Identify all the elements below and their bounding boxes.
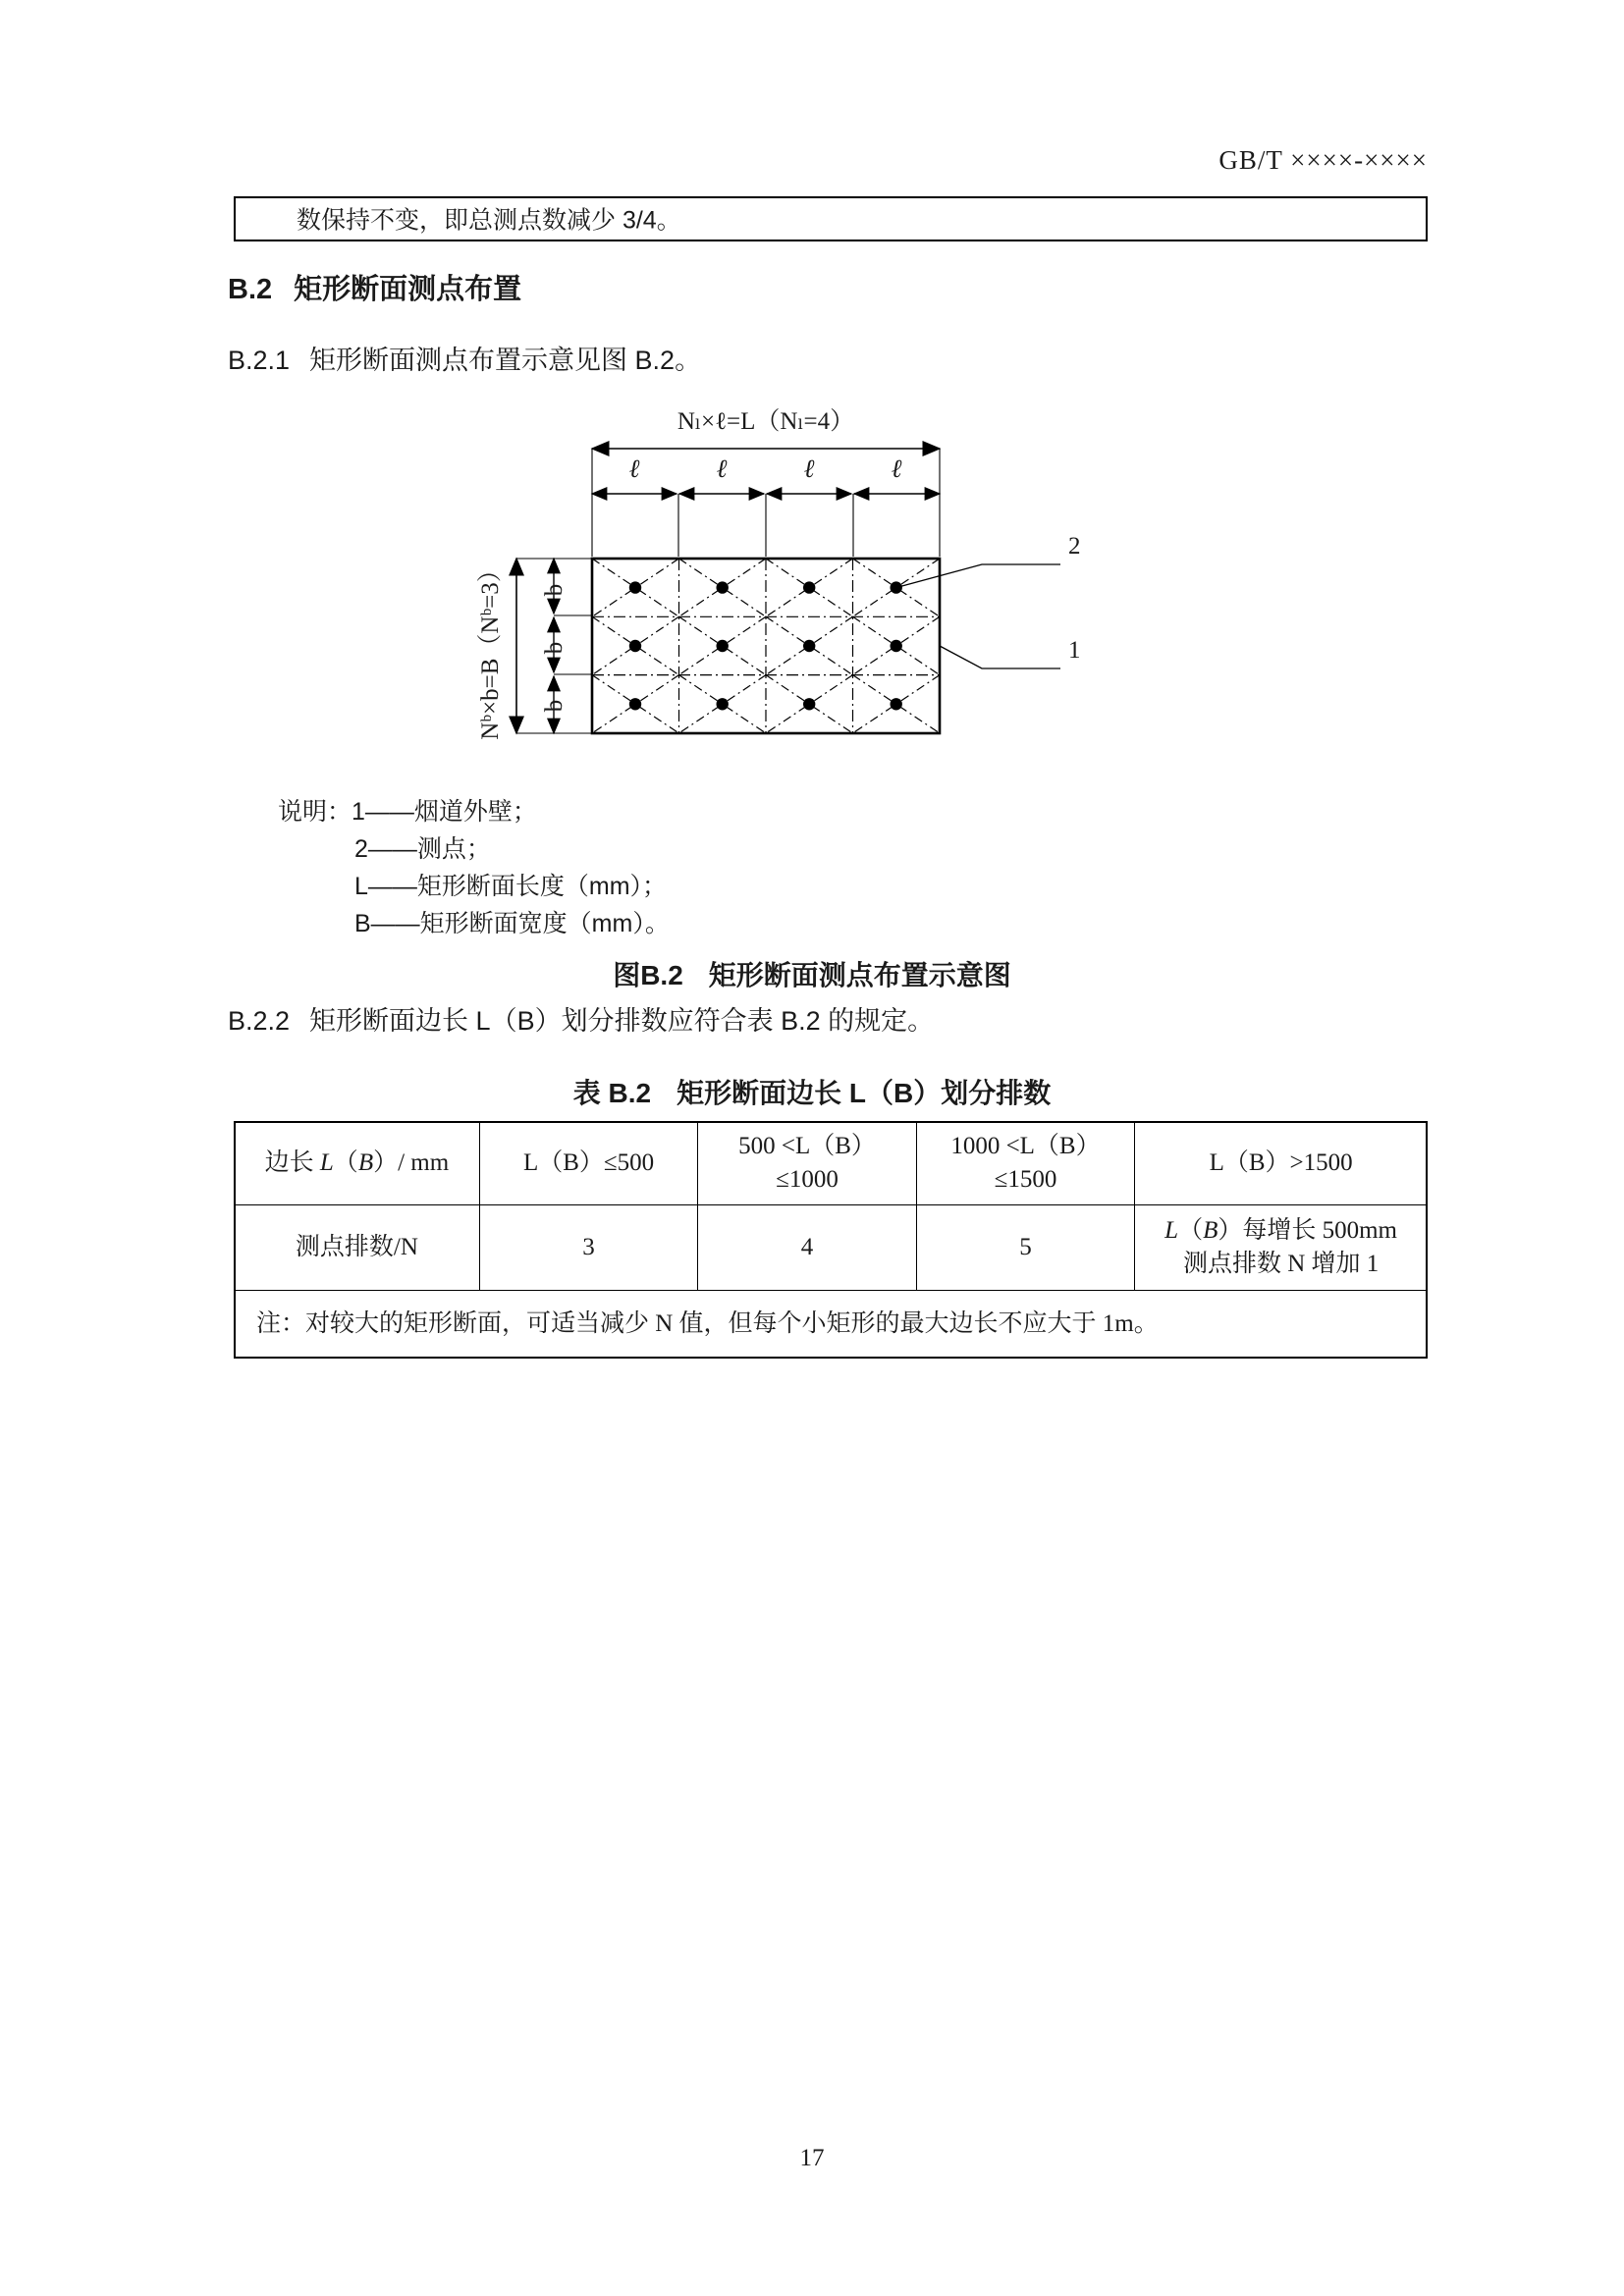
table-caption-number: 表 B.2 [572, 1078, 652, 1108]
section-heading-b2 [228, 267, 521, 307]
figure-segment-label-h-3: ℓ [803, 454, 815, 483]
table-note-row [235, 1291, 1428, 1359]
callout-leader-1 [940, 646, 1060, 668]
hdr-post: ）/ mm [373, 1149, 450, 1176]
table-data-row [235, 1205, 1428, 1291]
paragraph-b22-number: B.2.2 [228, 1006, 291, 1036]
callout-label-2: 2 [1068, 533, 1081, 560]
table-cell-value-1: 3 [479, 1205, 697, 1291]
figure-caption-title: 矩形断面测点布置示意图 [708, 960, 1011, 990]
figure-segment-label-h-4: ℓ [891, 454, 902, 483]
table-header-cell-range3 [916, 1122, 1134, 1205]
legend-item-3: L——矩形断面长度（mm）； [354, 873, 668, 900]
hdr-L: L [319, 1149, 334, 1176]
table-caption [0, 1072, 1624, 1111]
last-B: B [1203, 1217, 1218, 1244]
range2-line1: 500 <L（B） [738, 1133, 876, 1159]
continuation-text: 数保持不变，即总测点数减少 3/4。 [297, 206, 681, 235]
paragraph-b21-text: 矩形断面测点布置示意见图 B.2。 [309, 346, 702, 375]
figure-top-dimension-label: Nₗ×ℓ=L（Nₗ=4） [677, 408, 855, 435]
table-header-cell-range4: L（B）>1500 [1135, 1122, 1428, 1205]
table-header-cell-range1: L（B）≤500 [479, 1122, 697, 1205]
figure-left-dimension-label: Nᵇ×b=B（Nᵇ=3） [477, 558, 504, 740]
figure-segment-label-v-3: b [541, 699, 568, 713]
figure-caption-number: 图B.2 [613, 960, 683, 990]
paragraph-b22 [228, 999, 934, 1038]
table-b2-wrapper [234, 1121, 1428, 1359]
figure-segment-label-h-2: ℓ [716, 454, 728, 483]
figure-caption [0, 954, 1624, 993]
figure-segment-label-h-1: ℓ [628, 454, 640, 483]
table-header-cell-range2 [698, 1122, 916, 1205]
paragraph-b21-number: B.2.1 [228, 346, 291, 375]
table-caption-title: 矩形断面边长 L（B）划分排数 [677, 1078, 1052, 1108]
figure-segment-label-v-2: b [541, 641, 568, 655]
callout-label-1: 1 [1068, 637, 1081, 664]
continuation-text-box [234, 196, 1428, 241]
table-cell-value-4 [1135, 1205, 1428, 1291]
last-post: ）每增长 500mm [1218, 1217, 1398, 1244]
hdr-mid: （ [333, 1149, 358, 1176]
last-mid: （ [1178, 1217, 1204, 1244]
paragraph-b21 [228, 339, 701, 377]
last-line2: 测点排数 N 增加 1 [1182, 1251, 1380, 1277]
paragraph-b22-text: 矩形断面边长 L（B）划分排数应符合表 B.2 的规定。 [309, 1006, 935, 1036]
running-header-standard-number: GB/T ××××-×××× [1218, 145, 1428, 175]
table-header-cell-sidelength [235, 1122, 480, 1205]
range3-line2: ≤1500 [994, 1166, 1057, 1193]
hdr-pre: 边长 [264, 1149, 320, 1176]
section-heading-b2-title: 矩形断面测点布置 [294, 274, 522, 305]
figure-segment-dimensions-vertical [554, 559, 592, 733]
table-header-row [235, 1122, 1428, 1205]
legend-row-1 [278, 793, 670, 830]
legend-item-4: B——矩形断面宽度（mm）。 [354, 910, 670, 937]
figure-legend [278, 793, 670, 942]
legend-row-3 [278, 868, 670, 905]
range2-line2: ≤1000 [776, 1166, 839, 1193]
legend-item-2: 2——测点； [354, 835, 491, 863]
table-row-label: 测点排数/N [235, 1205, 480, 1291]
figure-b2-diagram [432, 378, 1198, 790]
legend-title: 说明： [278, 798, 352, 826]
legend-row-2 [278, 830, 670, 868]
range3-line1: 1000 <L（B） [950, 1133, 1101, 1159]
last-L: L [1164, 1217, 1179, 1244]
figure-cell-grid-lines [592, 559, 940, 733]
figure-segment-label-v-1: b [541, 583, 568, 597]
table-cell-value-3: 5 [916, 1205, 1134, 1291]
hdr-B: B [357, 1149, 374, 1176]
section-heading-b2-number: B.2 [228, 274, 273, 305]
table-b2 [234, 1121, 1428, 1359]
legend-item-1: 1——烟道外壁； [352, 798, 537, 826]
figure-segment-dimensions-horizontal [592, 494, 940, 557]
callout-leader-2 [896, 564, 1060, 588]
table-cell-value-2: 4 [698, 1205, 916, 1291]
page-number: 17 [799, 2145, 825, 2171]
table-note: 注：对较大的矩形断面，可适当减少 N 值，但每个小矩形的最大边长不应大于 1m。 [235, 1291, 1428, 1359]
legend-row-4 [278, 905, 670, 942]
